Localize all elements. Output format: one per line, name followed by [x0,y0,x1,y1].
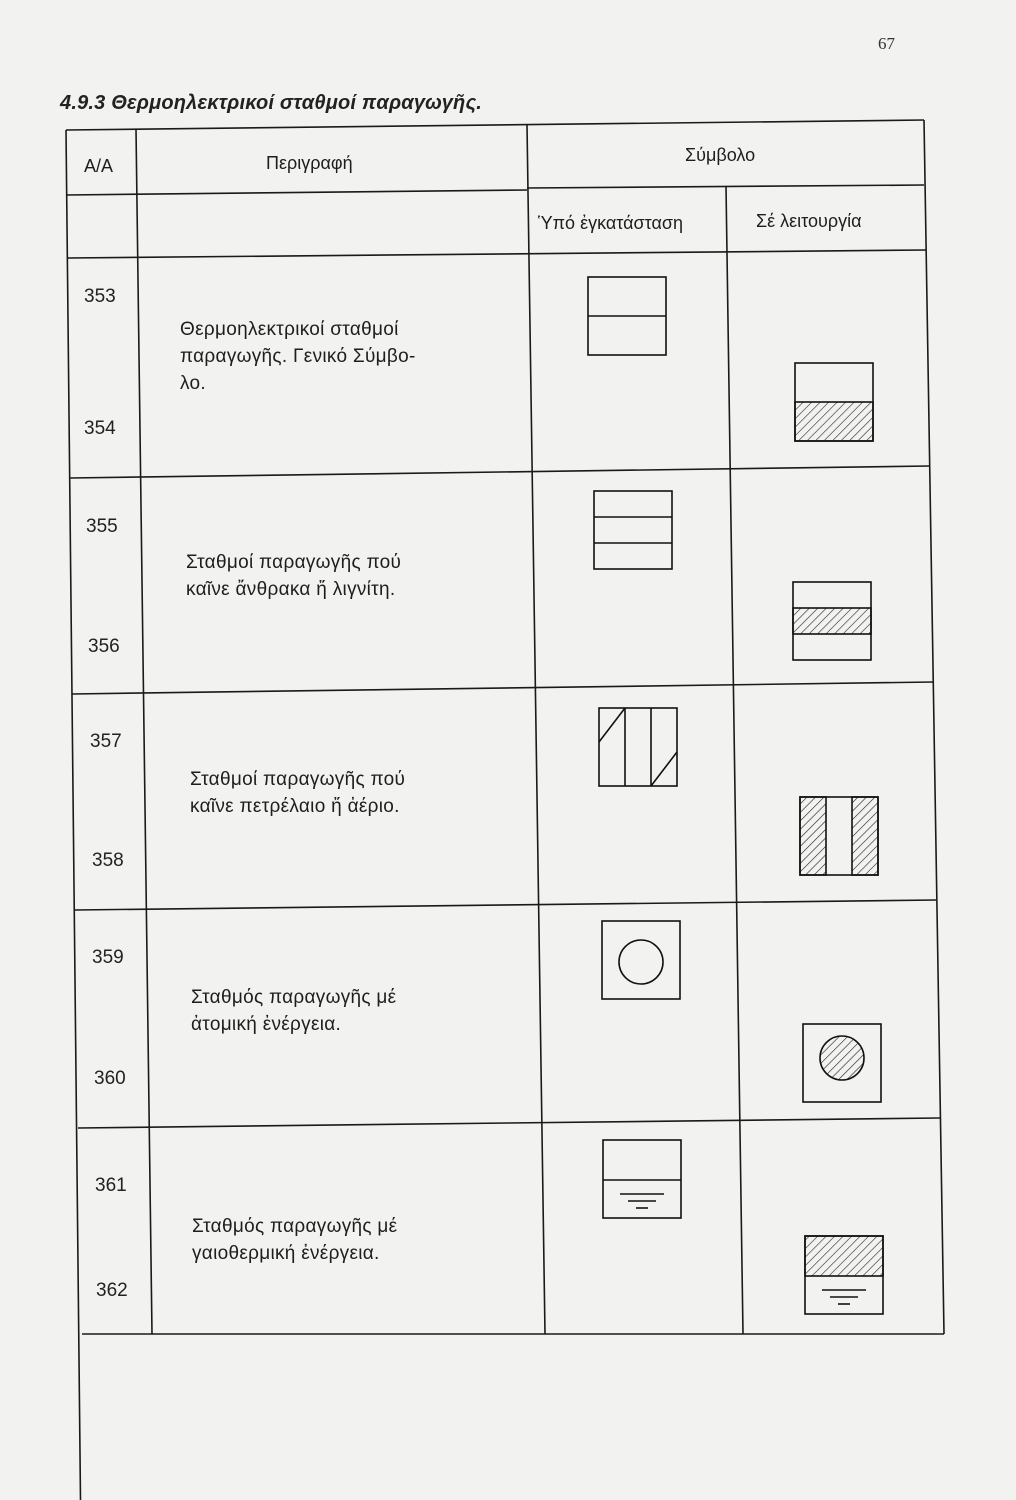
header-description: Περιγραφή [266,153,353,173]
row-description: Σταθμοί παραγωγῆς πού καῖνε πετρέλαιο ἤ ἀέριο. [190,769,406,817]
row-number-planned: 359 [92,947,124,968]
row-number-operating: 362 [96,1280,128,1301]
header-in-operation: Σέ λειτουργία [756,211,862,231]
box-hatched-vertical-bands-icon [800,797,878,875]
box-horizontal-divider-icon [588,277,666,355]
box-hatched-ground-lines-icon [805,1236,883,1314]
row-description: Σταθμοί παραγωγῆς πού καῖνε ἄνθρακα ἤ λιγνίτη. [186,552,402,600]
section-title: 4.9.3 Θερμοηλεκτρικοί σταθμοί παραγωγῆς. [60,92,483,114]
row-number-operating: 356 [88,636,120,657]
row-number-operating: 358 [92,850,124,871]
box-ground-lines-icon [603,1140,681,1218]
box-circle-icon [602,921,680,999]
row-description: Θερμοηλεκτρικοί σταθμοί παραγωγῆς. Γενικό Σύμβο- λο. [180,319,416,394]
box-hatched-lower-half-icon [795,363,873,441]
header-index: Α/Α [84,156,114,176]
box-three-bands-icon [594,491,672,569]
row-number-planned: 355 [86,516,118,537]
row-number-planned: 353 [84,286,116,307]
header-under-construction: Ὑπό ἐγκατάσταση [538,213,684,233]
row-number-planned: 361 [95,1175,127,1196]
box-hatched-circle-icon [803,1024,881,1102]
box-hatched-middle-band-icon [793,582,871,660]
header-symbol: Σύμβολο [685,145,756,165]
row-description: Σταθμός παραγωγῆς μέ ἀτομική ἐνέργεια. [191,987,397,1035]
row-number-operating: 354 [84,418,116,439]
row-number-planned: 357 [90,731,122,752]
row-number-operating: 360 [94,1068,126,1089]
row-description: Σταθμός παραγωγῆς μέ γαιοθερμική ἐνέργεια. [192,1216,398,1264]
page-number: 67 [878,34,895,53]
box-vertical-bands-diagonals-icon [599,708,677,786]
